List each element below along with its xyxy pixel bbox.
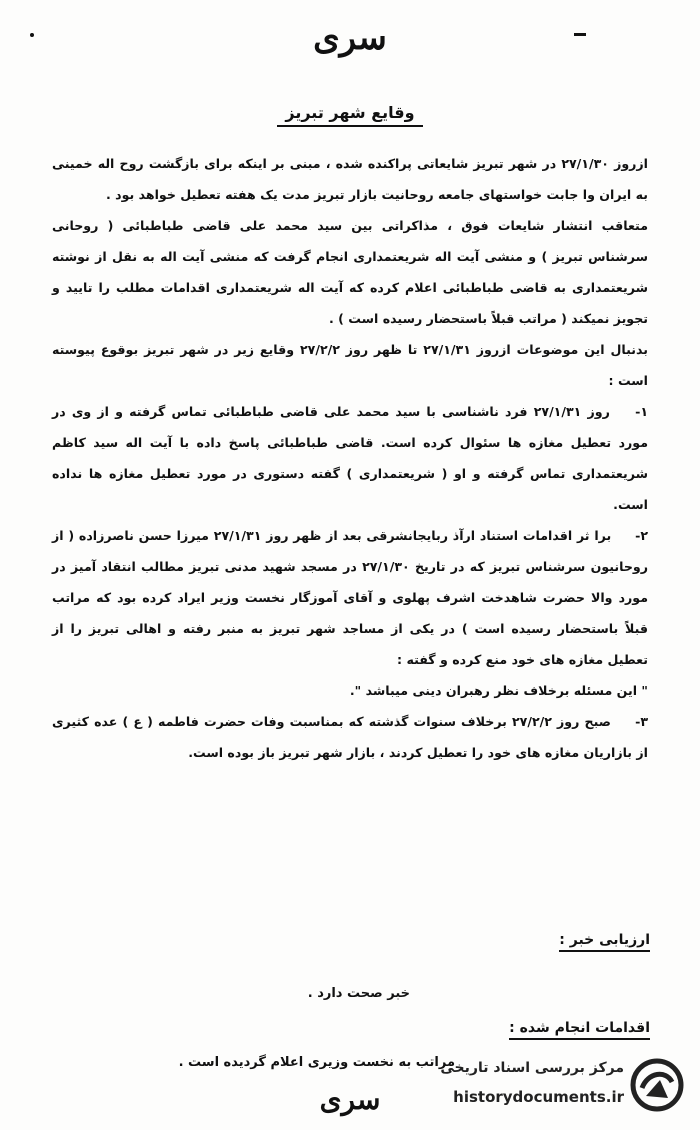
archive-logo-icon (630, 1058, 684, 1112)
paragraph-negotiations: متعاقب انتشار شایعات فوق ، مذاکراتی بین سید محمد علی قاضی طباطبائی ( روحانی سرشناس تبریز ) و منشی آیت اله شریعتمداری انجام گرفت که منشی آیت اله به نقل از نوشته شریعتمداری به قاضی طباطبائی اعلام کرده که آیت اله شریعتمداری اقدامات مطلب را تایید و تجویز نمیکند ( مراتب قبلاً باستحضار رسیده است ) . (52, 218, 648, 326)
watermark-persian: مرکز بررسی اسناد تاریخی (440, 1060, 624, 1076)
item-text: روز ۲۷/۱/۳۱ فرد ناشناسی با سید محمد علی قاضی طباطبائی تماس گرفته و از وی در مورد تعطیل مغازه ها سئوال کرده است. قاضی طباطبائی پاسخ داده با آیت اله سید کاظم شریعتمداری تماس گرفته و او ( شریعتمداری ) گفته دستوری در مورد تعطیل مغازه ها نداده است. (52, 404, 648, 512)
item-number: ۱- (635, 404, 649, 419)
item-text: برا ثر اقدامات استناد ارآذ ربایجانشرقی بعد از ظهر روز ۲۷/۱/۳۱ میرزا حسن ناصرزاده ( از روحانیون سرشناس تبریز که در تاریخ ۲۷/۱/۳۰ در مسجد شهید مدنی تبریز مطالب انتقاد آمیز در مورد والا حضرت شاهدخت اشرف پهلوی و آقای آموزگار نخست وزیر ایراد کرده بود که مراتب قبلاً باستحضار رسیده است ) در یکی از مساجد شهر تبریز به منبر رفته و اهالی تبریز را از تعطیل مغازه های خود منع کرده و گفته : (52, 528, 648, 667)
document-heading (0, 103, 700, 122)
action-label-text: اقدامات انجام شده : (509, 1020, 650, 1040)
assessment-label (559, 932, 650, 948)
paragraph-events-lead: بدنبال این موضوعات ازروز ۲۷/۱/۳۱ تا ظهر روز ۲۷/۲/۲ وقایع زیر در شهر تبریز بوقوع پیوسته است : (52, 342, 648, 388)
item-text: صبح روز ۲۷/۲/۲ برخلاف سنوات گذشته که بمناسبت وفات حضرت فاطمه ( ع ) عده کثیری از بازاریان مغازه های خود را تعطیل کردند ، بازار شهر تبریز باز بوده است. (52, 714, 648, 760)
assessment-label-text: ارزیابی خبر : (559, 932, 650, 952)
list-item-2-quote: " این مسئله برخلاف نظر رهبران دینی میباشد ". (349, 683, 648, 698)
watermark (414, 1054, 684, 1120)
classification-bottom: سری (319, 1083, 381, 1116)
document-body (52, 148, 648, 768)
watermark-english: historydocuments.ir (453, 1088, 624, 1106)
list-item-3 (52, 706, 648, 768)
item-number: ۲- (635, 528, 649, 543)
item-number: ۳- (635, 714, 648, 729)
list-item-2 (52, 520, 648, 675)
list-item-1 (52, 396, 648, 520)
action-value: مراتب به نخست وزیری اعلام گردیده است . (178, 1055, 455, 1070)
classification-top: سری (313, 18, 387, 58)
paragraph-intro: ازروز ۲۷/۱/۳۰ در شهر تبریز شایعاتی پراکنده شده ، مبنی بر اینکه برای بازگشت روح اله خمینی به ایران وا جابت خواستهای جامعه روحانیت بازار تبریز مدت یک هفته تعطیل خواهد بود . (52, 156, 648, 202)
action-label (509, 1020, 650, 1036)
assessment-value: خبر صحت دارد . (307, 986, 410, 1001)
heading-text: وقایع شهر تبریز (277, 103, 422, 127)
